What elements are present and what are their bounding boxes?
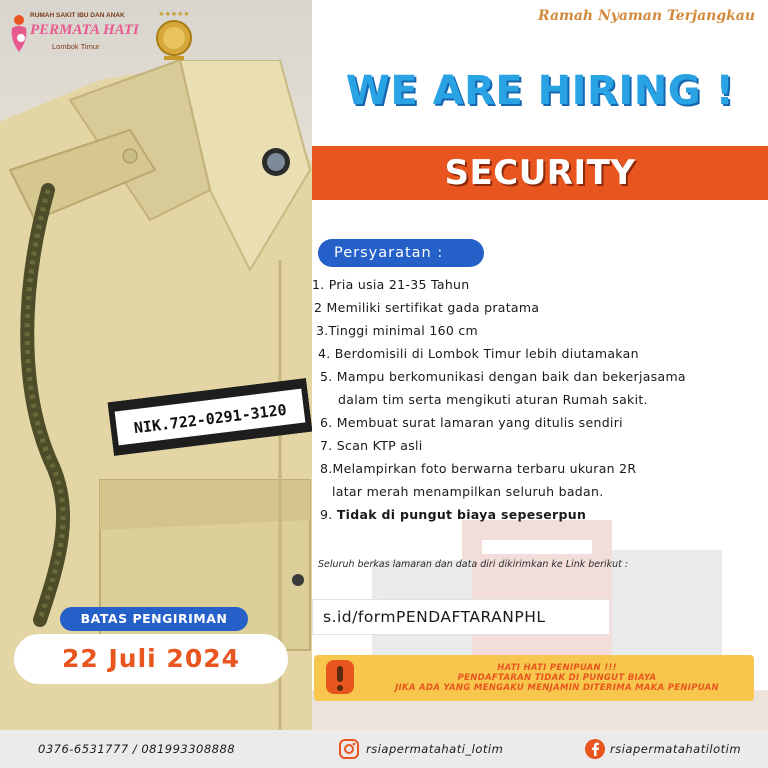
- headline-hiring: WE ARE HIRING !: [345, 68, 735, 114]
- registration-link[interactable]: s.id/formPENDAFTARANPHL: [312, 599, 610, 635]
- logo-location: Lombok Timur: [52, 42, 100, 51]
- submission-note: Seluruh berkas lamaran dan data diri dikirimkan ke Link berikut :: [318, 559, 629, 570]
- requirement-item: latar merah menampilkan seluruh badan.: [332, 484, 604, 499]
- warning-icon: [320, 658, 360, 698]
- requirement-item-free: [320, 507, 586, 522]
- warning-line-3: JIKA ADA YANG MENGAKU MENJAMIN DITERIMA MAKA PENIPUAN: [395, 683, 719, 693]
- content-panel: [312, 0, 768, 730]
- warning-text: [360, 663, 754, 693]
- requirement-item: 1. Pria usia 21-35 Tahun: [312, 277, 470, 292]
- phone-numbers[interactable]: 0376-6531777 / 081993308888: [38, 742, 236, 756]
- facebook-icon: [584, 738, 606, 760]
- svg-text:★★★★★: ★★★★★: [158, 10, 190, 18]
- requirement-number: 9.: [320, 507, 333, 522]
- requirement-free-text: Tidak di pungut biaya sepeserpun: [336, 507, 587, 522]
- requirement-item: dalam tim serta mengikuti aturan Rumah sakit.: [338, 392, 648, 407]
- uniform-photo: [0, 0, 312, 730]
- instagram-icon: [338, 738, 360, 760]
- contact-footer: [0, 730, 768, 768]
- requirements-title: Persyaratan :: [318, 239, 484, 267]
- instagram-handle[interactable]: rsiapermatahati_lotim: [366, 742, 504, 756]
- position-title: SECURITY: [444, 153, 636, 193]
- logo-top-text: RUMAH SAKIT IBU DAN ANAK: [30, 12, 125, 19]
- warning-line-1: HATI HATI PENIPUAN !!!: [497, 663, 617, 673]
- tagline: Ramah Nyaman Terjangkau: [538, 8, 756, 24]
- requirement-item: 8.Melampirkan foto berwarna terbaru ukuran 2R: [320, 461, 637, 476]
- requirement-item: 5. Mampu berkomunikasi dengan baik dan bekerjasama: [320, 369, 686, 384]
- logo-name: PERMATA HATI: [30, 22, 139, 38]
- requirement-item: 3.Tinggi minimal 160 cm: [316, 323, 478, 338]
- requirement-item: 4. Berdomisili di Lombok Timur lebih diutamakan: [318, 346, 639, 361]
- hospital-logo: [8, 10, 148, 56]
- warning-line-2: PENDAFTARAN TIDAK DI PUNGUT BIAYA: [457, 673, 657, 683]
- requirement-item: 6. Membuat surat lamaran yang ditulis sendiri: [320, 415, 623, 430]
- requirement-item: 7. Scan KTP asli: [320, 438, 423, 453]
- nik-text: NIK.722-0291-3120: [132, 400, 288, 438]
- mother-figure-icon: [8, 14, 30, 54]
- scam-warning: [314, 655, 754, 701]
- accreditation-badge-icon: [150, 8, 198, 62]
- deadline-date: 22 Juli 2024: [14, 634, 288, 684]
- requirement-item: 2 Memiliki sertifikat gada pratama: [314, 300, 540, 315]
- facebook-handle[interactable]: rsiapermatahatilotim: [610, 742, 742, 756]
- deadline-label: BATAS PENGIRIMAN: [60, 607, 248, 631]
